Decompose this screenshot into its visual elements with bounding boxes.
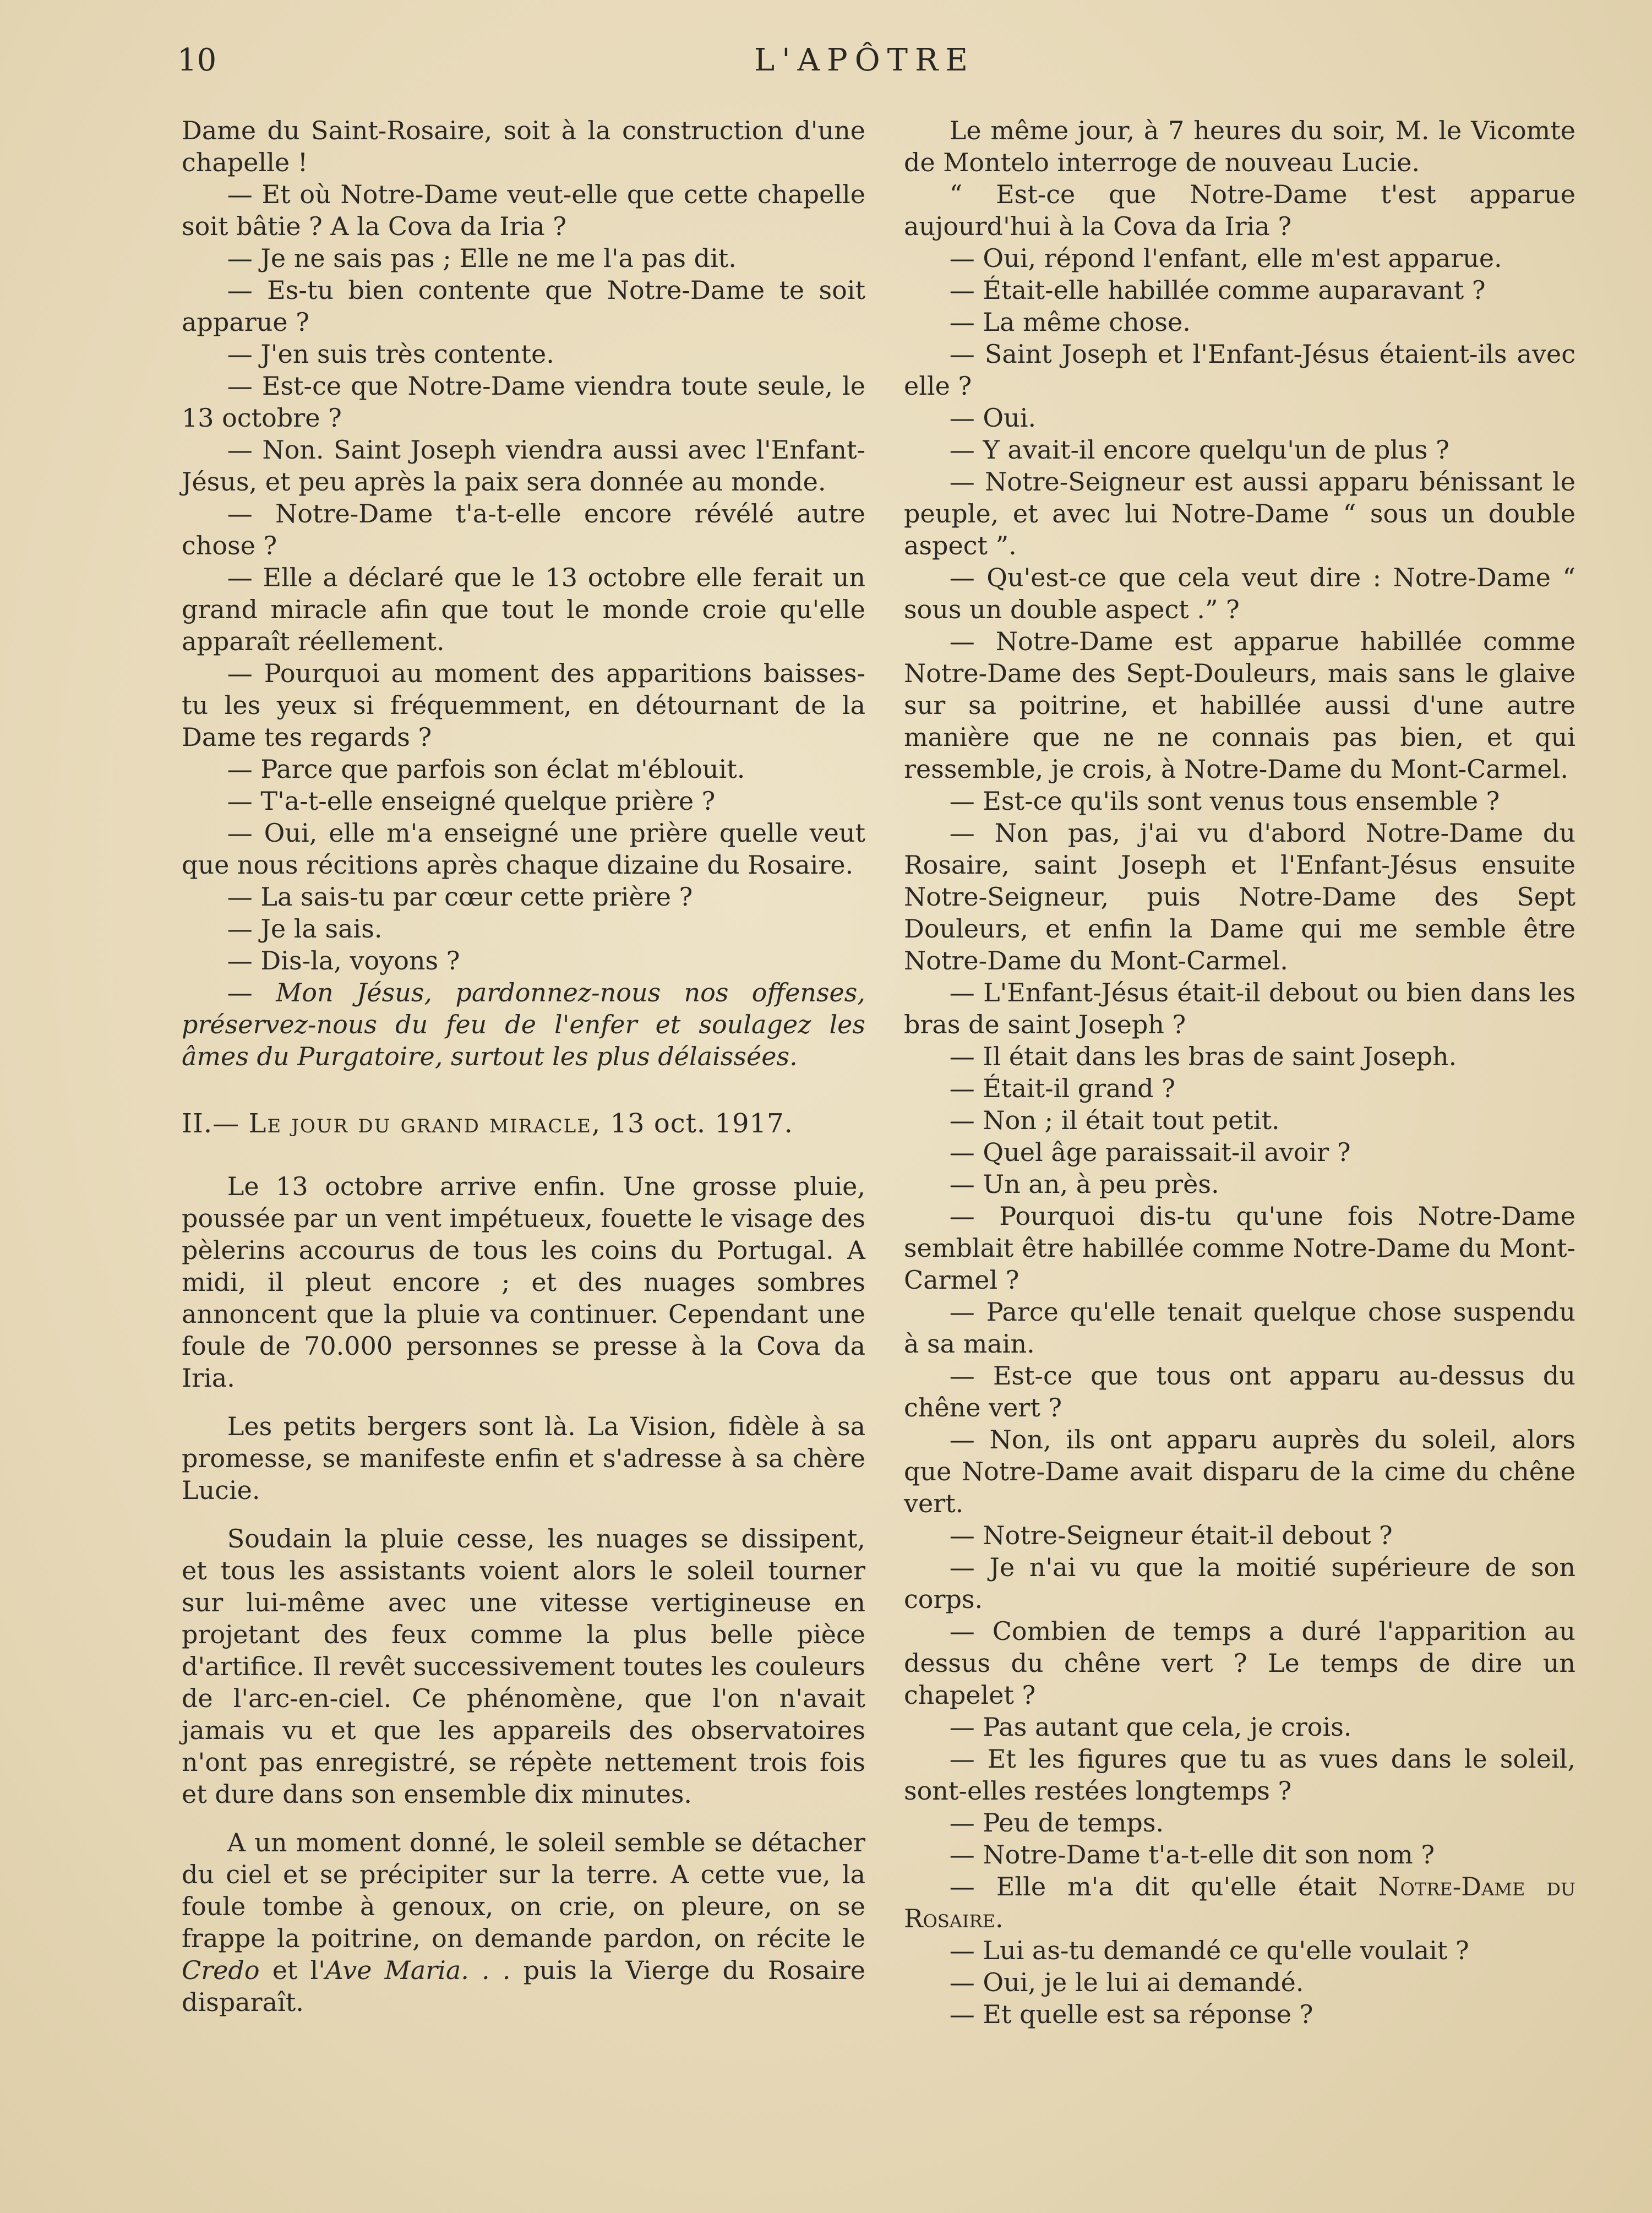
text-run: puis la Vierge du Rosaire disparaît. [182, 1955, 866, 2017]
dialogue-line: — Un an, à peu près. [949, 1169, 1219, 1199]
dialogue-line: — Quel âge paraissait-il avoir ? [949, 1137, 1351, 1167]
dialogue-line: — Es-tu bien contente que Notre-Dame te soit apparue ? [182, 275, 865, 337]
dialogue-line: — Non, ils ont apparu auprès du soleil, alors que Notre-Dame avait disparu de la cime du chêne vert. [904, 1425, 1575, 1518]
dialogue-line: — L'Enfant-Jésus était-il debout ou bien dans les bras de saint Joseph ? [904, 978, 1575, 1039]
dialogue-line: — Est-ce qu'ils sont venus tous ensemble ? [949, 786, 1500, 816]
dialogue-line: — Non ; il était tout petit. [949, 1105, 1280, 1135]
dialogue-line: — Non pas, j'ai vu d'abord Notre-Dame du Rosaire, saint Joseph et l'Enfant-Jésus ensuite Notre-Seigneur, puis Notre-Dame des Sept Douleurs, et enfin la Dame qui me semble être Notre-Dame du Mont-Carmel. [904, 818, 1575, 975]
notre-dame-du-rosaire: Notre-Dame du Rosaire. [904, 1872, 1575, 1933]
dialogue-line: — Qu'est-ce que cela veut dire : Notre-Dame “ sous un double aspect .” ? [904, 563, 1575, 624]
dialogue-line: — Je la sais. [227, 914, 383, 944]
dialogue-line: — Parce qu'elle tenait quelque chose suspendu à sa main. [904, 1297, 1575, 1359]
text-run: et l' [259, 1955, 325, 1985]
text-run: — Elle m'a dit qu'elle était [949, 1872, 1378, 1901]
section-heading [182, 1108, 865, 1140]
page-number: 10 [177, 42, 217, 78]
dialogue-line: — Notre-Dame t'a-t-elle dit son nom ? [949, 1840, 1435, 1869]
credo-title: Credo [182, 1955, 260, 1985]
dialogue-line: — Y avait-il encore quelqu'un de plus ? [949, 435, 1449, 465]
prayer-dash: — [227, 978, 276, 1007]
dialogue-line: — Oui. [949, 403, 1037, 433]
dialogue-line [904, 1871, 1575, 1934]
dialogue-line: — Il était dans les bras de saint Joseph. [949, 1042, 1457, 1071]
dialogue-line: — La même chose. [949, 307, 1191, 337]
dialogue-line: — Était-elle habillée comme auparavant ? [949, 275, 1486, 305]
paragraph: Le même jour, à 7 heures du soir, M. le Vicomte de Montelo interroge de nouveau Lucie. [904, 116, 1575, 177]
section-date: 13 oct. 1917. [601, 1108, 793, 1139]
dialogue-line: — Pourquoi au moment des apparitions baisses-tu les yeux si fréquemment, en détournant de la Dame tes regards ? [182, 658, 865, 752]
dialogue-line: — Parce que parfois son éclat m'éblouit. [227, 754, 745, 784]
dialogue-line: — Lui as-tu demandé ce qu'elle voulait ? [949, 1936, 1469, 1965]
dialogue-line: — Est-ce que tous ont apparu au-dessus du chêne vert ? [904, 1361, 1575, 1422]
paragraph: Dame du Saint-Rosaire, soit à la construction d'une chapelle ! [182, 116, 865, 177]
dialogue-line: — Notre-Dame t'a-t-elle encore révélé autre chose ? [182, 499, 865, 560]
dialogue-line: — Je ne sais pas ; Elle ne me l'a pas dit. [227, 243, 737, 273]
dialogue-line: — Notre-Seigneur était-il debout ? [949, 1520, 1393, 1550]
dialogue-line: — Et les figures que tu as vues dans le soleil, sont-elles restées longtemps ? [904, 1744, 1575, 1806]
ave-maria-title: Ave Maria. . . [325, 1955, 511, 1985]
dialogue-line: — Était-il grand ? [949, 1073, 1175, 1103]
dialogue-line: — La sais-tu par cœur cette prière ? [227, 882, 693, 912]
paragraph: Les petits bergers sont là. La Vision, fidèle à sa promesse, se manifeste enfin et s'adresse à sa chère Lucie. [182, 1411, 865, 1505]
prayer-text: Mon Jésus, pardonnez-nous nos offenses, préservez-nous du feu de l'enfer et soulagez les âmes du Purgatoire, surtout les plus délaissées. [182, 978, 866, 1071]
dialogue-line: — Oui, répond l'enfant, elle m'est apparue. [949, 243, 1502, 273]
paragraph: Soudain la pluie cesse, les nuages se dissipent, et tous les assistants voient alors le soleil tourner sur lui-même avec une vitesse vertigineuse en projetant des feux comme la plus belle pièce d'artifice. Il revêt successivement toutes les couleurs de l'arc-en-ciel. Ce phénomène, que l'on n'avait jamais vu et que les appareils des observatoires n'ont pas enregistré, se répète nettement trois fois et dure dans son ensemble dix minutes. [182, 1524, 865, 1809]
dialogue-line: — Elle a déclaré que le 13 octobre elle ferait un grand miracle afin que tout le monde croie qu'elle apparaît réellement. [182, 563, 865, 656]
dialogue-line: — Notre-Dame est apparue habillée comme Notre-Dame des Sept-Douleurs, mais sans le glaive sur sa poitrine, et habillée aussi d'une autre manière que ne ne connais pas bien, et qui ressemble, je crois, à Notre-Dame du Mont-Carmel. [904, 626, 1575, 784]
section-title: Le jour du grand miracle, [248, 1108, 602, 1139]
dialogue-line: — J'en suis très contente. [227, 339, 554, 369]
dialogue-line: — Dis-la, voyons ? [227, 946, 460, 975]
paragraph: Le 13 octobre arrive enfin. Une grosse pluie, poussée par un vent impétueux, fouette le visage des pèlerins accourus de tous les coins du Portugal. A midi, il pleut encore ; et des nuages sombres annoncent que la pluie va continuer. Cependant une foule de 70.000 personnes se presse à la Cova da Iria. [182, 1171, 865, 1393]
dialogue-line: “ Est-ce que Notre-Dame t'est apparue aujourd'hui à la Cova da Iria ? [904, 179, 1575, 241]
dialogue-line: — Pas autant que cela, je crois. [949, 1712, 1352, 1742]
paragraph [182, 1827, 865, 2018]
dialogue-line: — Non. Saint Joseph viendra aussi avec l'Enfant-Jésus, et peu après la paix sera donnée au monde. [182, 435, 865, 497]
dialogue-line: — Est-ce que Notre-Dame viendra toute seule, le 13 octobre ? [182, 371, 865, 433]
dialogue-line: — Notre-Seigneur est aussi apparu bénissant le peuple, et avec lui Notre-Dame “ sous un double aspect ”. [904, 467, 1575, 560]
running-title: L'APÔTRE [754, 42, 975, 78]
dialogue-line: — Et où Notre-Dame veut-elle que cette chapelle soit bâtie ? A la Cova da Iria ? [182, 179, 865, 241]
dialogue-line: — Combien de temps a duré l'apparition au dessus du chêne vert ? Le temps de dire un chapelet ? [904, 1616, 1575, 1710]
prayer-line [182, 977, 865, 1072]
dialogue-line: — Oui, elle m'a enseigné une prière quelle veut que nous récitions après chaque dizaine du Rosaire. [182, 818, 865, 880]
dialogue-line: — Pourquoi dis-tu qu'une fois Notre-Dame semblait être habillée comme Notre-Dame du Mont-Carmel ? [904, 1201, 1575, 1295]
dialogue-line: — Peu de temps. [949, 1808, 1164, 1838]
dialogue-line: — Saint Joseph et l'Enfant-Jésus étaient-ils avec elle ? [904, 339, 1575, 401]
left-column [182, 115, 865, 2018]
dialogue-line: — Oui, je le lui ai demandé. [949, 1967, 1304, 1997]
dialogue-line: — T'a-t-elle enseigné quelque prière ? [227, 786, 716, 816]
dialogue-line: — Et quelle est sa réponse ? [949, 1999, 1313, 2029]
section-number: II.— [182, 1108, 249, 1139]
right-column [904, 115, 1575, 2030]
text-run: A un moment donné, le soleil semble se détacher du ciel et se précipiter sur la terre. A cette vue, la foule tombe à genoux, on crie, on pleure, on se frappe la poitrine, on demande pardon, on récite le [182, 1828, 865, 1953]
dialogue-line: — Je n'ai vu que la moitié supérieure de son corps. [904, 1552, 1575, 1614]
